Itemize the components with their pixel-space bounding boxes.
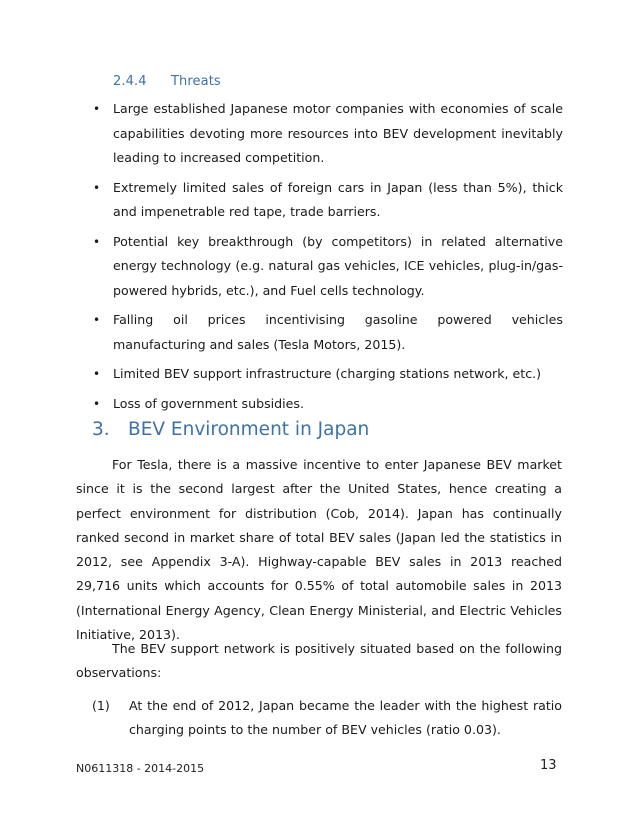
page-number: 13 — [540, 758, 557, 773]
bullet-icon: • — [93, 180, 101, 195]
list-item: • Large established Japanese motor companies with economies of scale capabilities devoting more resources into BEV development inevitably leading to increased competition. — [93, 97, 563, 171]
footer-id: N0611318 - 2014-2015 — [76, 762, 205, 775]
subsection-title: Threats — [171, 74, 221, 89]
section-title: BEV Environment in Japan — [128, 419, 370, 440]
list-item: • Limited BEV support infrastructure (charging stations network, etc.) — [93, 362, 563, 387]
paragraph-incentive: For Tesla, there is a massive incentive to enter Japanese BEV market since it is the second largest after the United States, hence creating a perfect environment for distribution (Cob, 2014). Japan has continually ranked second in market share of total BEV sales (Japan led the statistics in 2012, see Appendix 3-A). Highway-capable BEV sales in 2013 reached 29,716 units which accounts for 0.55% of total automobile sales in 2013 (International Energy Agency, Clean Energy Ministerial, and Electric Vehicles Initiative, 2013). — [76, 457, 562, 643]
bullet-icon: • — [93, 367, 101, 381]
bullet-icon: • — [93, 396, 101, 411]
list-item: • Falling oil prices incentivising gasoline powered vehicles manufacturing and sales (Tesla Motors, 2015). — [93, 308, 563, 357]
threats-list — [93, 97, 563, 421]
item-number: (1) — [92, 698, 110, 713]
paragraph-support-network: The BEV support network is positively situated based on the following observations: — [76, 641, 562, 681]
bullet-icon: • — [93, 313, 101, 327]
item-text: At the end of 2012, Japan became the leader with the highest ratio charging points to the number of BEV vehicles (ratio 0.03). — [129, 698, 562, 738]
subsection-number: 2.4.4 — [113, 74, 147, 89]
list-item: • Loss of government subsidies. — [93, 392, 563, 417]
list-item: • Extremely limited sales of foreign cars in Japan (less than 5%), thick and impenetrable red tape, trade barriers. — [93, 176, 563, 225]
bullet-icon: • — [93, 234, 101, 249]
section-heading — [92, 419, 369, 440]
numbered-item — [92, 694, 562, 743]
bullet-icon: • — [93, 102, 101, 116]
section-number: 3. — [92, 419, 110, 440]
list-item: • Potential key breakthrough (by competitors) in related alternative energy technology (e.g. natural gas vehicles, ICE vehicles, plug-in/gas-powered hybrids, etc.), and Fuel cells technology. — [93, 230, 563, 304]
subsection-heading — [113, 74, 221, 89]
